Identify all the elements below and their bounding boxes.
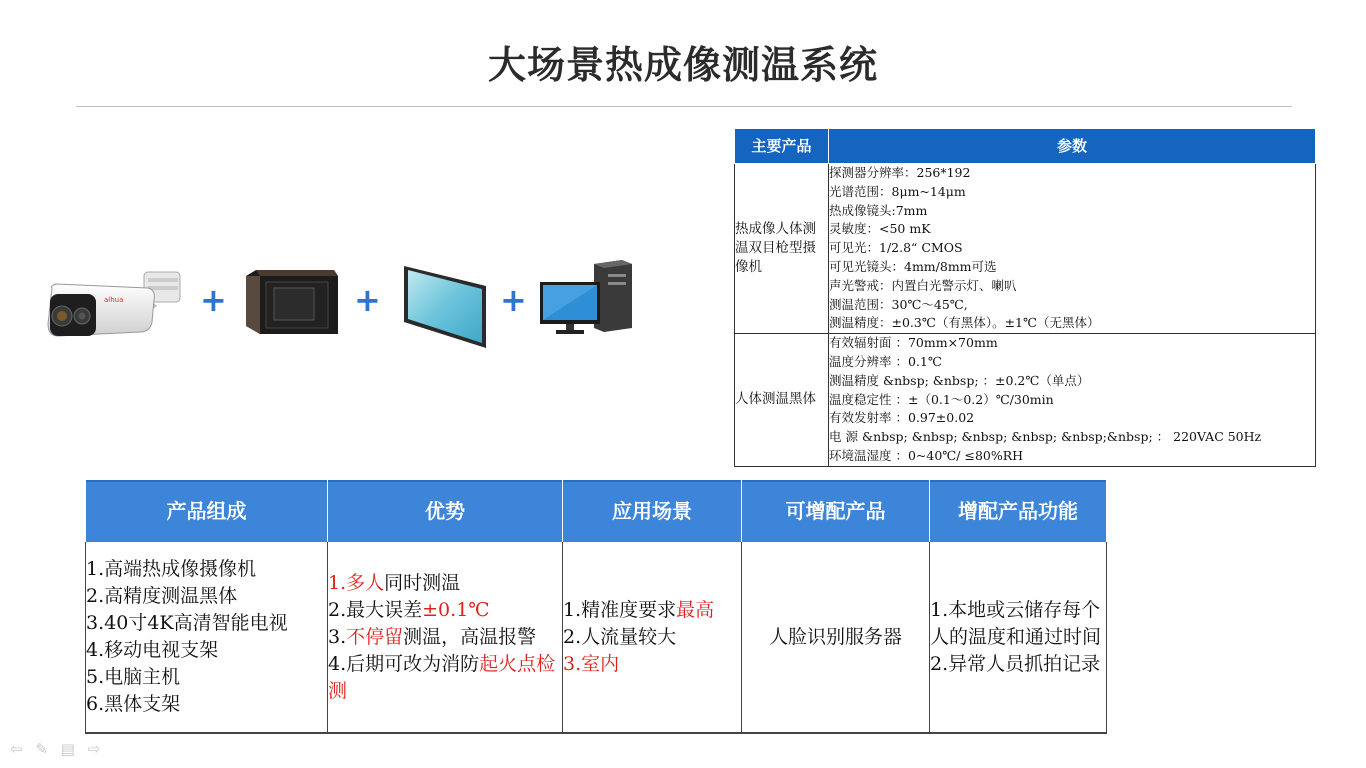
list-item-text: 1.精准度要求 [563,598,677,621]
main-body-row [86,542,1107,733]
list-item: 1.本地或云储存每个人的温度和通过时间 [930,598,1102,648]
list-item: 1.高端热成像摄像机 [86,558,257,580]
highlight-text: 起火点检测 [328,652,556,702]
list-item [328,624,562,651]
param-line: 声光警戒：内置白光警示灯、喇叭 [829,277,1017,293]
list-item: 4.移动电视支架 [86,639,219,661]
next-arrow-icon[interactable]: ⇨ [87,740,101,758]
list-item-text: 同时测温 [384,571,461,594]
params-header-row [735,129,1316,164]
svg-text:alhua: alhua [104,296,124,304]
list-item-text: 2.最大误差 [328,598,423,621]
param-line: 温度分辨率 ：0.1℃ [829,353,942,369]
highlight-text: ±0.1℃ [422,598,490,621]
param-line: 光谱范围：8μm~14μm [829,183,966,199]
param-line: 有效辐射面 ：70mm×70mm [829,335,998,351]
list-item [328,597,562,624]
list-item: 2.高精度测温黑体 [86,585,238,607]
highlight-text: 最高 [676,598,715,621]
param-line: 有效发射率 ：0.97±0.02 [829,410,975,426]
pen-icon[interactable]: ✎ [35,740,48,758]
tv-display-icon [400,260,490,350]
param-line: 灵敏度：<50 mK [829,221,931,237]
thermal-bullet-camera-icon [44,266,184,346]
header-addon-functions: 增配产品功能 [930,480,1107,542]
header-advantages: 优势 [328,480,563,542]
plus-sign: + [500,281,527,319]
product-images-row [40,258,640,350]
header-scenarios: 应用场景 [563,480,742,542]
list-item [328,570,562,597]
param-line: 电 源 &nbsp; &nbsp; &nbsp; &nbsp; &nbsp;&nbsp; ： 220VAC 50Hz [829,429,1262,445]
list-item: 6.黑体支架 [86,693,181,715]
param-line: 测温精度：±0.3℃（有黑体）。±1℃（无黑体） [829,315,1100,331]
param-line: 温度稳定性 ：±（0.1～0.2）℃/30min [829,391,1054,407]
params-header-product: 主要产品 [735,129,829,164]
params-list [829,334,1316,467]
composition-cell [86,542,328,733]
scenarios-cell [563,542,742,733]
desktop-computer-icon [538,260,634,338]
list-item: 5.电脑主机 [86,666,181,688]
advantages-cell [328,542,563,733]
param-line: 测温精度 &nbsp; &nbsp; ：±0.2℃（单点） [829,372,1090,388]
params-list [829,164,1316,334]
param-line: 热成像镜头:7mm [829,202,928,218]
menu-icon[interactable]: ▤ [60,740,75,758]
params-product-name: 热成像人体测温双目枪型摄像机 [735,164,829,334]
header-addon-product: 可增配产品 [742,480,930,542]
plus-sign: + [354,281,381,319]
list-item [328,651,562,705]
list-item: 3.40寸4K高清智能电视 [86,612,288,634]
main-header-row [86,480,1107,542]
main-table [85,480,1107,734]
list-item: 2.异常人员抓拍记录 [930,652,1101,675]
param-line: 测温范围：30℃～45℃, [829,296,968,312]
param-line: 可见光：1/2.8“ CMOS [829,240,963,256]
list-item-text: 测温，高温报警 [403,625,537,648]
params-row-camera [735,164,1316,334]
addon-product-cell: 人脸识别服务器 [742,542,930,733]
params-product-name: 人体测温黑体 [735,334,829,467]
highlight-text: 不停留 [346,625,404,648]
list-item-text: 3. [328,625,347,648]
param-line: 探测器分辨率：256*192 [829,165,971,180]
params-table [734,128,1316,467]
list-item-text: 4.后期可改为消防 [328,652,480,675]
params-header-params: 参数 [829,129,1316,164]
plus-sign: + [200,281,227,319]
addon-functions-cell [930,542,1107,733]
header-composition: 产品组成 [86,480,328,542]
blackbody-icon [242,266,342,338]
slideshow-nav [10,740,108,758]
params-row-blackbody [735,334,1316,467]
prev-arrow-icon[interactable]: ⇦ [10,740,23,758]
list-item: 3.室内 [563,652,620,675]
param-line: 环境温湿度 ：0~40℃/ ≤80%RH [829,447,1024,463]
param-line: 可见光镜头：4mm/8mm可选 [829,258,997,274]
title-divider [76,106,1292,107]
list-item [563,597,741,624]
page-title: 大场景热成像测温系统 [487,43,878,87]
highlight-text: 1.多人 [328,571,385,594]
list-item: 2.人流量较大 [563,625,677,648]
